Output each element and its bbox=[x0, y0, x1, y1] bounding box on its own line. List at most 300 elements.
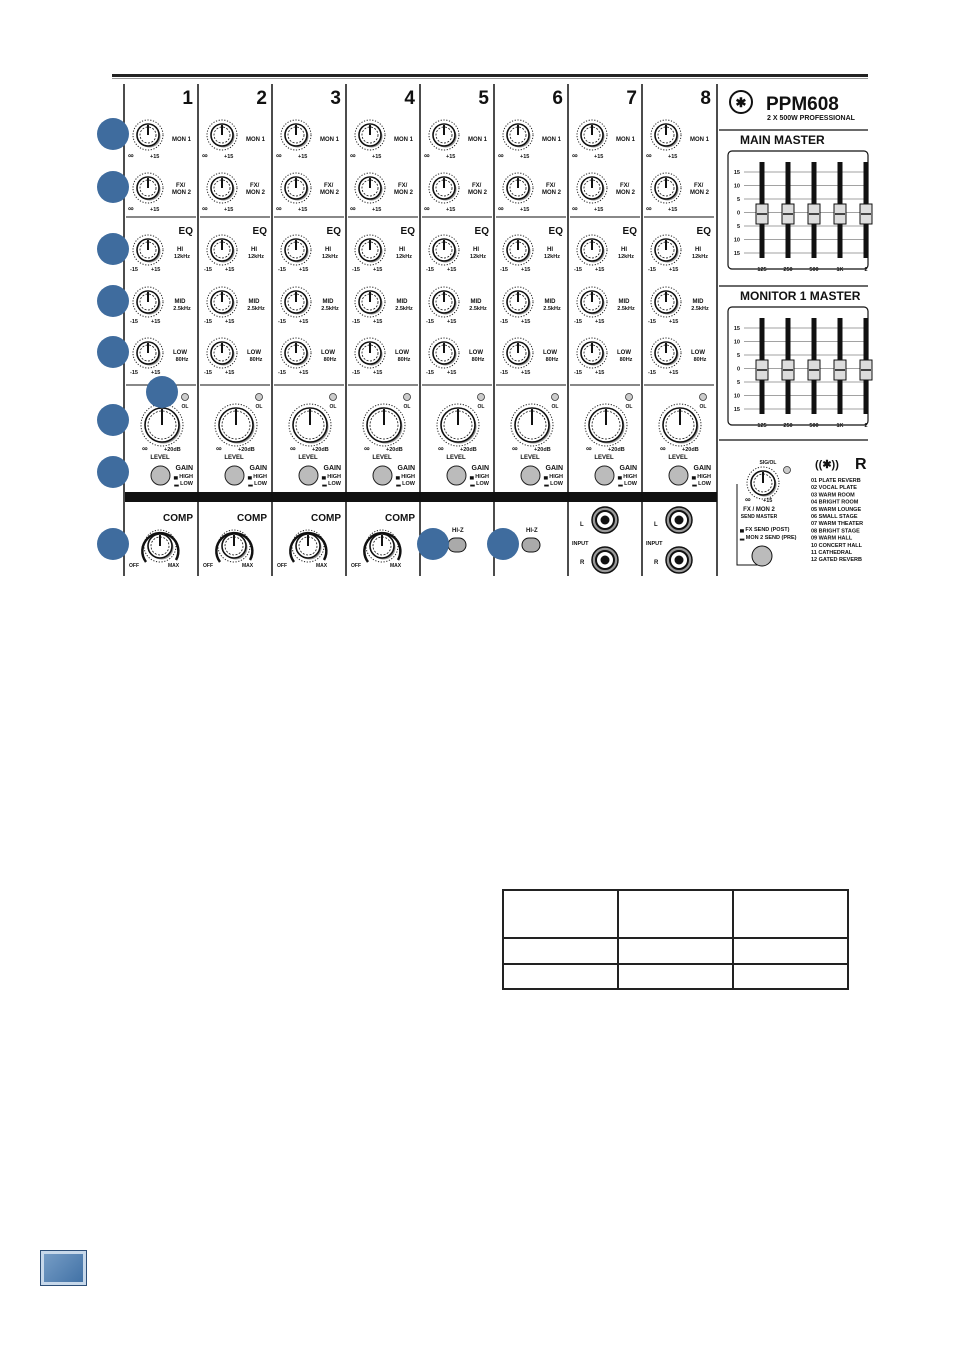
fx-switch-label-a: ▄ FX SEND (POST) bbox=[740, 527, 790, 533]
mid-label: MID bbox=[322, 299, 334, 305]
mon2-label: MON 2 bbox=[690, 190, 710, 196]
low-eq-knob[interactable] bbox=[355, 338, 385, 368]
comp-label: COMP bbox=[237, 513, 267, 524]
ol-label: OL bbox=[255, 404, 263, 410]
ol-led bbox=[478, 394, 485, 401]
low-eq-knob[interactable] bbox=[207, 338, 237, 368]
main-master-title: MAIN MASTER bbox=[740, 133, 825, 147]
callout-marker bbox=[146, 376, 178, 408]
fx-mon2-knob[interactable] bbox=[281, 173, 311, 203]
mon1-label: MON 1 bbox=[246, 137, 266, 143]
plus15-label: +15 bbox=[668, 207, 678, 213]
low-freq-label: 80Hz bbox=[619, 357, 633, 363]
hi-eq-knob[interactable] bbox=[281, 235, 311, 265]
ol-label: OL bbox=[551, 404, 559, 410]
mixer-panel-diagram bbox=[0, 0, 954, 600]
mon1-knob[interactable] bbox=[207, 120, 237, 150]
rca-pin bbox=[675, 556, 684, 565]
channel-strip-4 bbox=[346, 84, 418, 576]
callout-marker bbox=[97, 118, 129, 150]
gain-high-label: ▄ HIGH bbox=[543, 474, 563, 480]
ol-label: OL bbox=[699, 404, 707, 410]
fx-label: FX/ bbox=[472, 183, 482, 189]
mon1-knob[interactable] bbox=[355, 120, 385, 150]
level-label: LEVEL bbox=[668, 455, 688, 461]
fx-label: FX/ bbox=[546, 183, 556, 189]
plus20db-label: +20dB bbox=[312, 447, 329, 453]
plus15-label: +15 bbox=[669, 370, 679, 376]
comp-label: COMP bbox=[163, 513, 193, 524]
hi-label: HI bbox=[547, 247, 553, 253]
low-label: LOW bbox=[173, 350, 187, 356]
hi-eq-knob[interactable] bbox=[429, 235, 459, 265]
plus15-label: +15 bbox=[373, 319, 383, 325]
inf-label: ∞ bbox=[586, 444, 592, 453]
callout-marker bbox=[97, 171, 129, 203]
master-section bbox=[719, 91, 872, 566]
input-label: INPUT bbox=[646, 541, 663, 547]
mid-eq-knob[interactable] bbox=[281, 287, 311, 317]
eq-label: EQ bbox=[548, 226, 563, 237]
channel-number: 1 bbox=[182, 88, 193, 109]
level-label: LEVEL bbox=[520, 455, 540, 461]
callout-marker bbox=[487, 528, 519, 560]
max-label: MAX bbox=[316, 563, 328, 569]
eq-label: EQ bbox=[326, 226, 341, 237]
plus15-label: +15 bbox=[373, 267, 383, 273]
minus15-label: -15 bbox=[130, 370, 138, 376]
mid-freq-label: 2.5kHz bbox=[247, 306, 265, 312]
channel-number: 3 bbox=[330, 88, 341, 109]
low-eq-knob[interactable] bbox=[651, 338, 681, 368]
gain-switch[interactable] bbox=[447, 466, 466, 485]
mid-label: MID bbox=[174, 299, 186, 305]
inf-label: ∞ bbox=[216, 444, 222, 453]
model-name: PPM608 bbox=[766, 94, 839, 115]
minus15-label: -15 bbox=[648, 319, 656, 325]
comp-knob[interactable] bbox=[366, 530, 398, 562]
level-knob[interactable] bbox=[363, 404, 405, 446]
mid-eq-knob[interactable] bbox=[651, 287, 681, 317]
mid-freq-label: 2.5kHz bbox=[395, 306, 413, 312]
minus15-label: -15 bbox=[426, 267, 434, 273]
l-label: L bbox=[580, 522, 584, 528]
preset-item: 01 PLATE REVERB bbox=[811, 478, 861, 484]
inf-label: ∞ bbox=[424, 204, 430, 213]
gain-label: GAIN bbox=[323, 465, 341, 472]
scale-label: 10 bbox=[733, 393, 740, 400]
plus15-label: +15 bbox=[595, 267, 605, 273]
fx-mon2-knob[interactable] bbox=[355, 173, 385, 203]
fx-label: FX/ bbox=[176, 183, 186, 189]
plus15-label: +15 bbox=[594, 207, 604, 213]
mon1-label: MON 1 bbox=[690, 137, 710, 143]
mon1-label: MON 1 bbox=[542, 137, 562, 143]
mon1-knob[interactable] bbox=[503, 120, 533, 150]
mon1-knob[interactable] bbox=[429, 120, 459, 150]
level-label: LEVEL bbox=[372, 455, 392, 461]
scale-label: 15 bbox=[733, 251, 740, 257]
fx-logo-mark: ((✱)) bbox=[815, 459, 839, 471]
scale-label: 0 bbox=[736, 210, 740, 217]
minus15-label: -15 bbox=[500, 319, 508, 325]
fx-mon2-knob[interactable] bbox=[651, 173, 681, 203]
gain-high-label: ▄ HIGH bbox=[691, 474, 711, 480]
gain-switch[interactable] bbox=[299, 466, 318, 485]
preset-item: 04 BRIGHT ROOM bbox=[811, 499, 859, 506]
ol-label: OL bbox=[403, 404, 411, 410]
plus15-label: +15 bbox=[520, 207, 530, 213]
freq-label: 250 bbox=[783, 423, 793, 429]
plus15-label: +15 bbox=[372, 207, 382, 213]
plus15-label: +15 bbox=[224, 207, 234, 213]
rca-pin bbox=[601, 516, 610, 525]
mid-eq-knob[interactable] bbox=[355, 287, 385, 317]
plus15-label: +15 bbox=[151, 370, 161, 376]
scale-label: 0 bbox=[736, 366, 740, 373]
mon2-label: MON 2 bbox=[468, 190, 488, 196]
rca-pin bbox=[601, 556, 610, 565]
mon1-knob[interactable] bbox=[577, 120, 607, 150]
callout-marker bbox=[97, 404, 129, 436]
eq-frame bbox=[728, 151, 868, 269]
minus15-label: -15 bbox=[278, 267, 286, 273]
freq-label: 125 bbox=[757, 267, 767, 273]
inf-label: ∞ bbox=[424, 151, 430, 160]
inf-label: ∞ bbox=[572, 151, 578, 160]
hiz-switch[interactable] bbox=[448, 538, 466, 552]
mid-eq-knob[interactable] bbox=[133, 287, 163, 317]
minus15-label: -15 bbox=[648, 370, 656, 376]
hi-label: HI bbox=[473, 247, 479, 253]
gain-switch[interactable] bbox=[595, 466, 614, 485]
plus20db-label: +20dB bbox=[608, 447, 625, 453]
mon1-label: MON 1 bbox=[468, 137, 488, 143]
low-eq-knob[interactable] bbox=[133, 338, 163, 368]
table-cell bbox=[618, 890, 733, 938]
hiz-label: HI-Z bbox=[526, 528, 538, 534]
inf-label: ∞ bbox=[660, 444, 666, 453]
mackie-logo bbox=[730, 91, 752, 113]
plus15-label: +15 bbox=[299, 370, 309, 376]
scale-label: 15 bbox=[733, 326, 740, 332]
max-label: MAX bbox=[390, 563, 402, 569]
plus15-label: +15 bbox=[521, 370, 531, 376]
preset-item: 12 GATED REVERB bbox=[811, 557, 862, 564]
channel-number: 8 bbox=[700, 88, 711, 109]
mon2-label: MON 2 bbox=[320, 190, 340, 196]
page-number-badge bbox=[40, 1250, 87, 1286]
plus15-label: +15 bbox=[150, 207, 160, 213]
gain-label: GAIN bbox=[397, 465, 415, 472]
channel-strip-1 bbox=[124, 84, 196, 576]
fx-label: FX/ bbox=[324, 183, 334, 189]
hi-freq-label: 12kHz bbox=[322, 254, 338, 260]
preset-item: 05 WARM LOUNGE bbox=[811, 506, 862, 513]
mon1-knob[interactable] bbox=[651, 120, 681, 150]
gain-high-label: ▄ HIGH bbox=[469, 474, 489, 480]
low-freq-label: 80Hz bbox=[249, 357, 263, 363]
hi-eq-knob[interactable] bbox=[207, 235, 237, 265]
low-label: LOW bbox=[247, 350, 261, 356]
scale-label: 5 bbox=[736, 197, 740, 203]
off-label: OFF bbox=[203, 563, 213, 569]
gain-switch[interactable] bbox=[225, 466, 244, 485]
main-master bbox=[719, 130, 872, 273]
plus15-label: +15 bbox=[446, 207, 456, 213]
fx-mon2-knob[interactable] bbox=[429, 173, 459, 203]
hi-label: HI bbox=[695, 247, 701, 253]
scale-label: 5 bbox=[736, 353, 740, 359]
level-knob[interactable] bbox=[215, 404, 257, 446]
comp-knob[interactable] bbox=[144, 530, 176, 562]
inf-label: ∞ bbox=[128, 204, 134, 213]
hi-eq-knob[interactable] bbox=[133, 235, 163, 265]
low-label: LOW bbox=[321, 350, 335, 356]
plus15-label: +15 bbox=[224, 154, 234, 160]
mon1-knob[interactable] bbox=[133, 120, 163, 150]
table-cell bbox=[733, 890, 848, 938]
fx-label: FX/ bbox=[398, 183, 408, 189]
hi-eq-knob[interactable] bbox=[503, 235, 533, 265]
mid-freq-label: 2.5kHz bbox=[617, 306, 635, 312]
gain-low-label: ▂ LOW bbox=[692, 481, 711, 487]
mid-freq-label: 2.5kHz bbox=[543, 306, 561, 312]
mid-eq-knob[interactable] bbox=[429, 287, 459, 317]
fx-knob-label-b: SEND MASTER bbox=[740, 514, 778, 520]
minus15-label: -15 bbox=[352, 319, 360, 325]
gain-label: GAIN bbox=[619, 465, 637, 472]
plus15-label: +15 bbox=[373, 370, 383, 376]
freq-label: 125 bbox=[757, 423, 767, 429]
hi-freq-label: 12kHz bbox=[692, 254, 708, 260]
level-label: LEVEL bbox=[446, 455, 466, 461]
mid-label: MID bbox=[470, 299, 482, 305]
low-label: LOW bbox=[691, 350, 705, 356]
minus15-label: -15 bbox=[352, 370, 360, 376]
freq-label: 1K bbox=[836, 267, 844, 273]
fx-mon2-knob[interactable] bbox=[577, 173, 607, 203]
inf-label: ∞ bbox=[438, 444, 444, 453]
minus15-label: -15 bbox=[352, 267, 360, 273]
minus15-label: -15 bbox=[648, 267, 656, 273]
inf-label: ∞ bbox=[290, 444, 296, 453]
preset-item: 02 VOCAL PLATE bbox=[811, 485, 857, 492]
off-label: OFF bbox=[129, 563, 139, 569]
scale-label: 5 bbox=[736, 224, 740, 230]
inf-label: ∞ bbox=[646, 151, 652, 160]
comp-label: COMP bbox=[385, 513, 415, 524]
table-cell bbox=[733, 964, 848, 989]
channel-strip-3 bbox=[272, 84, 344, 576]
plus20db-label: +20dB bbox=[460, 447, 477, 453]
plus15-label: +15 bbox=[521, 319, 531, 325]
hi-eq-knob[interactable] bbox=[577, 235, 607, 265]
ol-led bbox=[182, 394, 189, 401]
plus15-label: +15 bbox=[520, 154, 530, 160]
hiz-switch[interactable] bbox=[522, 538, 540, 552]
inf-label: ∞ bbox=[128, 151, 134, 160]
r-label: R bbox=[654, 560, 659, 566]
preset-item: 09 WARM HALL bbox=[811, 535, 853, 542]
plus15-label: +15 bbox=[225, 267, 235, 273]
minus15-label: -15 bbox=[500, 370, 508, 376]
gain-switch[interactable] bbox=[373, 466, 392, 485]
inf-label: ∞ bbox=[745, 495, 751, 504]
hi-label: HI bbox=[251, 247, 257, 253]
table-cell bbox=[503, 890, 618, 938]
table-cell bbox=[618, 938, 733, 963]
fx-label: FX/ bbox=[250, 183, 260, 189]
plus15-label: +15 bbox=[299, 319, 309, 325]
inf-label: ∞ bbox=[646, 204, 652, 213]
mid-freq-label: 2.5kHz bbox=[691, 306, 709, 312]
inf-label: ∞ bbox=[142, 444, 148, 453]
gain-low-label: ▂ LOW bbox=[174, 481, 193, 487]
gain-label: GAIN bbox=[471, 465, 489, 472]
low-freq-label: 80Hz bbox=[397, 357, 411, 363]
fx-mon2-knob[interactable] bbox=[207, 173, 237, 203]
minus15-label: -15 bbox=[204, 267, 212, 273]
channel-strip-6 bbox=[494, 84, 566, 576]
gain-low-label: ▂ LOW bbox=[396, 481, 415, 487]
hi-freq-label: 12kHz bbox=[248, 254, 264, 260]
minus15-label: -15 bbox=[574, 267, 582, 273]
plus15-label: +15 bbox=[298, 154, 308, 160]
sig-ol-label: SIG/OL bbox=[759, 460, 777, 466]
hi-eq-knob[interactable] bbox=[355, 235, 385, 265]
plus15-label: +15 bbox=[151, 267, 161, 273]
callout-marker bbox=[97, 456, 129, 488]
plus15-label: +15 bbox=[225, 319, 235, 325]
plus20db-label: +20dB bbox=[386, 447, 403, 453]
scale-label: 10 bbox=[733, 237, 740, 244]
fx-mon2-knob[interactable] bbox=[503, 173, 533, 203]
level-knob[interactable] bbox=[141, 404, 183, 446]
mid-eq-knob[interactable] bbox=[577, 287, 607, 317]
low-freq-label: 80Hz bbox=[175, 357, 189, 363]
gain-switch[interactable] bbox=[521, 466, 540, 485]
fx-mon2-knob[interactable] bbox=[133, 173, 163, 203]
mid-label: MID bbox=[544, 299, 556, 305]
minus15-label: -15 bbox=[426, 370, 434, 376]
mon2-label: MON 2 bbox=[172, 190, 192, 196]
gain-switch[interactable] bbox=[669, 466, 688, 485]
scale-label: 15 bbox=[733, 170, 740, 176]
level-knob[interactable] bbox=[511, 404, 553, 446]
minus15-label: -15 bbox=[278, 370, 286, 376]
callout-marker bbox=[97, 336, 129, 368]
eq-label: EQ bbox=[474, 226, 489, 237]
table-cell bbox=[618, 964, 733, 989]
low-label: LOW bbox=[543, 350, 557, 356]
table-cell bbox=[503, 964, 618, 989]
gain-label: GAIN bbox=[175, 465, 193, 472]
mon2-label: MON 2 bbox=[246, 190, 266, 196]
freq-label: 2 bbox=[864, 267, 868, 273]
inf-label: ∞ bbox=[350, 204, 356, 213]
fx-logo-letter: R bbox=[855, 456, 867, 473]
channel-strip-8 bbox=[642, 84, 714, 576]
low-label: LOW bbox=[617, 350, 631, 356]
empty-table bbox=[502, 889, 849, 990]
level-knob[interactable] bbox=[289, 404, 331, 446]
level-knob[interactable] bbox=[585, 404, 627, 446]
scale-label: 15 bbox=[733, 407, 740, 413]
mon1-label: MON 1 bbox=[616, 137, 636, 143]
mon2-label: MON 2 bbox=[542, 190, 562, 196]
ol-led bbox=[552, 394, 559, 401]
max-label: MAX bbox=[168, 563, 180, 569]
level-knob[interactable] bbox=[437, 404, 479, 446]
mid-freq-label: 2.5kHz bbox=[173, 306, 191, 312]
inf-label: ∞ bbox=[202, 204, 208, 213]
plus15-label: +15 bbox=[447, 267, 457, 273]
low-eq-knob[interactable] bbox=[281, 338, 311, 368]
inf-label: ∞ bbox=[276, 204, 282, 213]
ol-label: OL bbox=[181, 404, 189, 410]
hiz-label: HI-Z bbox=[452, 528, 464, 534]
low-eq-knob[interactable] bbox=[503, 338, 533, 368]
hi-freq-label: 12kHz bbox=[544, 254, 560, 260]
mid-eq-knob[interactable] bbox=[503, 287, 533, 317]
inf-label: ∞ bbox=[572, 204, 578, 213]
plus20db-label: +20dB bbox=[164, 447, 181, 453]
plus15-label: +15 bbox=[763, 498, 773, 504]
channel-number: 4 bbox=[404, 88, 415, 109]
comp-knob[interactable] bbox=[292, 530, 324, 562]
level-knob[interactable] bbox=[659, 404, 701, 446]
mid-eq-knob[interactable] bbox=[207, 287, 237, 317]
mid-freq-label: 2.5kHz bbox=[321, 306, 339, 312]
gain-switch[interactable] bbox=[151, 466, 170, 485]
low-eq-knob[interactable] bbox=[429, 338, 459, 368]
freq-label: 500 bbox=[809, 267, 819, 273]
mon1-knob[interactable] bbox=[281, 120, 311, 150]
ol-label: OL bbox=[329, 404, 337, 410]
plus15-label: +15 bbox=[151, 319, 161, 325]
gain-high-label: ▄ HIGH bbox=[395, 474, 415, 480]
minus15-label: -15 bbox=[130, 319, 138, 325]
gain-low-label: ▂ LOW bbox=[322, 481, 341, 487]
fx-switch[interactable] bbox=[752, 546, 772, 566]
top-rule bbox=[112, 74, 868, 77]
eq-frame bbox=[728, 307, 868, 425]
gain-low-label: ▂ LOW bbox=[248, 481, 267, 487]
minus15-label: -15 bbox=[204, 370, 212, 376]
level-label: LEVEL bbox=[298, 455, 318, 461]
model-subtitle: 2 X 500W PROFESSIONAL bbox=[767, 115, 855, 122]
gain-label: GAIN bbox=[249, 465, 267, 472]
inf-label: ∞ bbox=[498, 204, 504, 213]
hi-eq-knob[interactable] bbox=[651, 235, 681, 265]
gain-label: GAIN bbox=[545, 465, 563, 472]
plus15-label: +15 bbox=[594, 154, 604, 160]
minus15-label: -15 bbox=[574, 319, 582, 325]
inf-label: ∞ bbox=[276, 151, 282, 160]
plus15-label: +15 bbox=[150, 154, 160, 160]
minus15-label: -15 bbox=[574, 370, 582, 376]
plus15-label: +15 bbox=[447, 319, 457, 325]
low-eq-knob[interactable] bbox=[577, 338, 607, 368]
mid-label: MID bbox=[248, 299, 260, 305]
preset-item: 11 CATHEDRAL bbox=[811, 550, 853, 556]
comp-knob[interactable] bbox=[218, 530, 250, 562]
fx-send-master-knob[interactable] bbox=[747, 467, 779, 499]
preset-item: 06 SMALL STAGE bbox=[811, 514, 858, 520]
low-freq-label: 80Hz bbox=[545, 357, 559, 363]
gain-high-label: ▄ HIGH bbox=[617, 474, 637, 480]
